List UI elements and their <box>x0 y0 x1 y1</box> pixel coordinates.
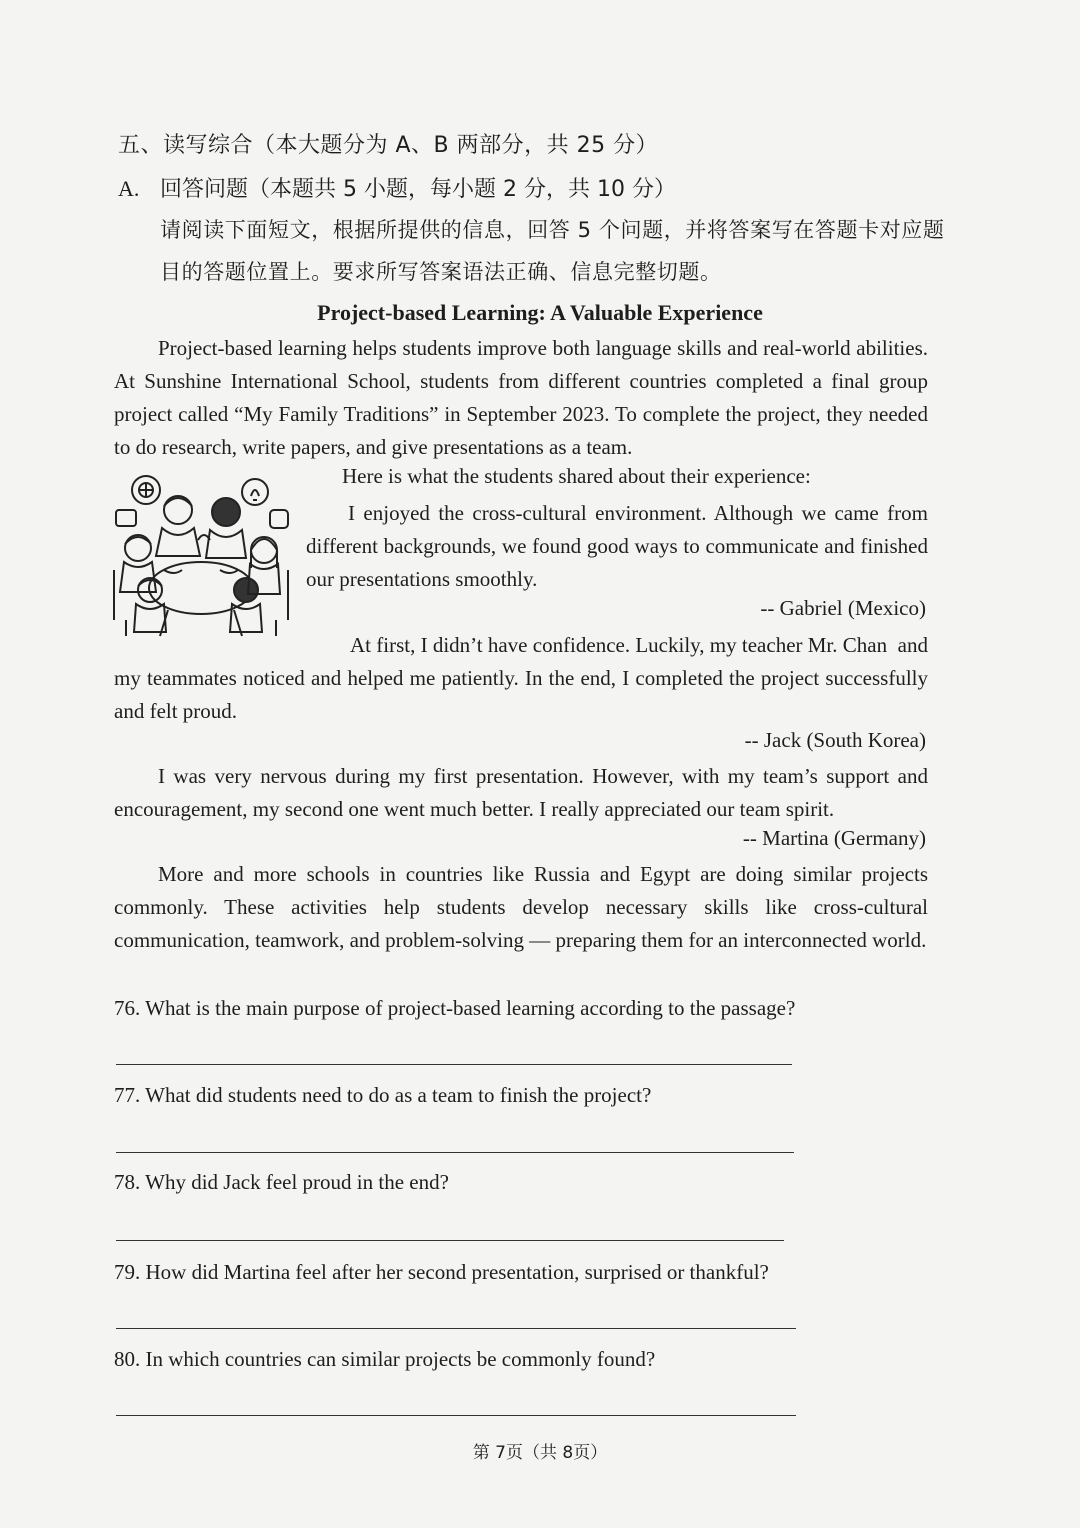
signature-martina: -- Martina (Germany) <box>742 826 926 850</box>
answer-line-78[interactable] <box>116 1240 784 1241</box>
question-79: 79. How did Martina feel after her second presentation, surprised or thankful? <box>114 1260 769 1284</box>
answer-line-79[interactable] <box>116 1328 796 1329</box>
article-paragraph-5: More and more schools in countries like Russia and Egypt are doing similar projects commonly. These activities help students develop necessary skills like cross-cultural communication, teamwork, and problem-solving — preparing them for an interconnected world. <box>114 862 928 952</box>
part-a-title: 回答问题（本题共 5 小题，每小题 2 分，共 10 分） <box>160 177 676 202</box>
instruction-line-1: 请阅读下面短文，根据所提供的信息，回答 5 个问题，并将答案写在答题卡对应题 <box>160 218 945 242</box>
article-intro: Here is what the students shared about their experience: <box>342 464 811 488</box>
question-80: 80. In which countries can similar projects be commonly found? <box>114 1347 656 1371</box>
quote-jack-lead: At first, I didn’t have confidence. Luckily, my teacher Mr. Chan <box>350 633 888 657</box>
signature-jack: -- Jack (South Korea) <box>744 728 926 752</box>
article-paragraph-1: Project-based learning helps students improve both language skills and real-world abilities. At Sunshine International School, students from different countries completed a final group project called “My Family Traditions” in September 2023. To complete the project, they needed to do research, write papers, and give presentations as a team. <box>114 336 928 459</box>
question-78: 78. Why did Jack feel proud in the end? <box>114 1170 449 1194</box>
part-a-heading <box>118 172 676 203</box>
quote-martina: I was very nervous during my first presentation. However, with my team’s support and encouragement, my second one went much better. I really appreciated our team spirit. <box>114 764 928 821</box>
answer-line-80[interactable] <box>116 1415 796 1416</box>
answer-line-77[interactable] <box>116 1152 794 1153</box>
quote-gabriel: I enjoyed the cross-cultural environment. Although we came from different backgrounds, we found good ways to communicate and finished our presentations smoothly. <box>306 501 928 591</box>
part-a-letter: A. <box>118 176 140 201</box>
quote-jack-rest: and my teammates noticed and helped me patiently. In the end, I completed the project successfully and felt proud. <box>114 633 928 723</box>
quote-jack <box>114 629 928 728</box>
answer-line-76[interactable] <box>116 1064 792 1065</box>
question-76: 76. What is the main purpose of project-based learning according to the passage? <box>114 996 796 1020</box>
question-77: 77. What did students need to do as a team to finish the project? <box>114 1083 652 1107</box>
section-title: 五、读写综合（本大题分为 A、B 两部分，共 25 分） <box>118 133 659 158</box>
instruction-line-2: 目的答题位置上。要求所写答案语法正确、信息完整切题。 <box>160 260 722 284</box>
signature-gabriel: -- Gabriel (Mexico) <box>760 596 926 620</box>
article-title: Project-based Learning: A Valuable Experience <box>317 300 763 325</box>
page-footer: 第 7页（共 8页） <box>472 1443 608 1463</box>
